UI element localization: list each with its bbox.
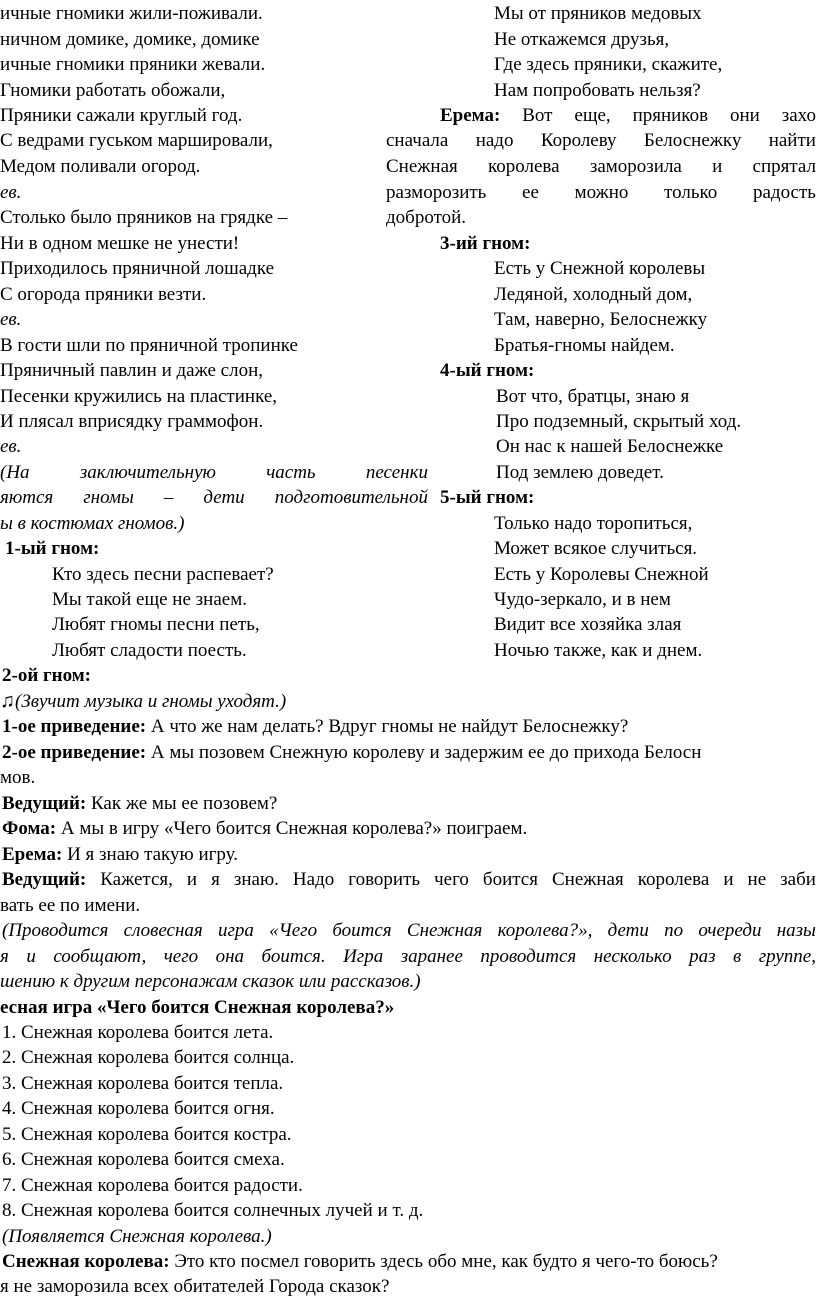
host-speech: Ведущий: Кажется, и я знаю. Надо говорить чего боится Снежная королева и не заби bbox=[2, 867, 816, 892]
stage-direction: ♫(Звучит музыка и гномы уходят.) bbox=[0, 690, 287, 712]
host-speech: Ведущий: Как же мы ее позовем? bbox=[2, 793, 278, 814]
stage-direction: (Проводится словесная игра «Чего боится Снежная королева?», дети по очереди назы bbox=[2, 920, 816, 941]
erema-label: Ерема: bbox=[2, 844, 63, 865]
verse-line: В гости шли по пряничной тропинке bbox=[0, 335, 298, 356]
gnome4-line: Вот что, братцы, знаю я bbox=[496, 386, 690, 407]
gnome4-label: 4-ый гном: bbox=[440, 360, 535, 381]
queen-speech-cont: я не заморозила всех обитателей Города сказок? bbox=[0, 1276, 390, 1297]
verse-line: Пряники сажали круглый год. bbox=[0, 105, 243, 126]
erema-speech: Снежная королева заморозила и спрятал bbox=[386, 156, 816, 177]
verse-line: ичные гномики жили-поживали. bbox=[0, 3, 263, 24]
erema-label: Ерема: bbox=[440, 105, 501, 126]
gnome3-line: Ледяной, холодный дом, bbox=[494, 284, 693, 305]
host-label: Ведущий: bbox=[2, 793, 87, 814]
game-item: 5. Снежная королева боится костра. bbox=[2, 1124, 292, 1145]
gnome4-line: Под землею доведет. bbox=[496, 462, 664, 483]
gnome3-label: 3-ий гном: bbox=[440, 233, 531, 254]
game-item: 3. Снежная королева боится тепла. bbox=[2, 1073, 284, 1094]
erema-speech: добротой. bbox=[386, 207, 467, 228]
gnome5-line: Видит все хозяйка злая bbox=[494, 614, 682, 635]
stage-direction: (На заключительную часть песенки bbox=[0, 462, 428, 483]
verse-line: Приходилось пряничной лошадке bbox=[0, 258, 275, 279]
ghost2-speech: 2-ое приведение: А мы позовем Снежную королеву и задержим ее до прихода Белосн bbox=[2, 742, 702, 763]
game-item: 7. Снежная королева боится радости. bbox=[2, 1175, 303, 1196]
gnome4-line: Про подземный, скрытый ход. bbox=[496, 411, 742, 432]
game-item: 1. Снежная королева боится лета. bbox=[2, 1022, 274, 1043]
game-item: 4. Снежная королева боится огня. bbox=[2, 1098, 275, 1119]
stage-direction: шению к другим персонажам сказок или рассказов.) bbox=[0, 971, 421, 992]
chorus-marker: ев. bbox=[0, 436, 22, 457]
gnome1-line: Любят сладости поесть. bbox=[52, 640, 247, 661]
stage-direction: (Появляется Снежная королева.) bbox=[2, 1226, 272, 1247]
verse-line: Мы от пряников медовых bbox=[494, 3, 702, 24]
ghost2-speech-cont: мов. bbox=[0, 767, 36, 788]
verse-line: Не откажемся друзья, bbox=[494, 29, 670, 50]
verse-line: Пряничный павлин и даже слон, bbox=[0, 360, 264, 381]
ghost1-label: 1-ое приведение: bbox=[2, 716, 147, 737]
gnome5-line: Может всякое случиться. bbox=[494, 538, 698, 559]
chorus-marker: ев. bbox=[0, 182, 22, 203]
ghost2-label: 2-ое приведение: bbox=[2, 742, 147, 763]
gnome2-label: 2-ой гном: bbox=[2, 665, 92, 686]
verse-line: Песенки кружились на пластинке, bbox=[0, 386, 278, 407]
gnome5-label: 5-ый гном: bbox=[440, 487, 535, 508]
gnome1-line: Любят гномы песни петь, bbox=[52, 614, 260, 635]
gnome1-label: 1-ый гном: bbox=[5, 538, 100, 559]
ghost1-speech: 1-ое приведение: А что же нам делать? Вдруг гномы не найдут Белоснежку? bbox=[2, 716, 629, 737]
erema-speech: Ерема: И я знаю такую игру. bbox=[2, 844, 239, 865]
verse-line: С ведрами гуськом маршировали, bbox=[0, 130, 273, 151]
verse-line: ничном домике, домике, домике bbox=[0, 29, 260, 50]
erema-speech: сначала надо Королеву Белоснежку найти bbox=[386, 130, 816, 151]
verse-line: Ни в одном мешке не унести! bbox=[0, 233, 240, 254]
chorus-marker: ев. bbox=[0, 309, 22, 330]
verse-line: С огорода пряники везти. bbox=[0, 284, 207, 305]
game-item: 2. Снежная королева боится солнца. bbox=[2, 1047, 295, 1068]
queen-label: Снежная королева: bbox=[2, 1251, 170, 1272]
foma-speech: Фома: А мы в игру «Чего боится Снежная королева?» поиграем. bbox=[2, 818, 528, 839]
foma-label: Фома: bbox=[2, 818, 57, 839]
verse-line: Нам попробовать нельзя? bbox=[494, 80, 701, 101]
queen-speech: Снежная королева: Это кто посмел говорить здесь обо мне, как будто я чего-то боюсь? bbox=[2, 1251, 718, 1272]
verse-line: И плясал вприсядку граммофон. bbox=[0, 411, 264, 432]
gnome5-line: Ночью также, как и днем. bbox=[494, 640, 703, 661]
verse-line: Где здесь пряники, скажите, bbox=[494, 54, 723, 75]
gnome5-line: Есть у Королевы Снежной bbox=[494, 564, 709, 585]
gnome3-line: Братья-гномы найдем. bbox=[494, 335, 675, 356]
gnome3-line: Есть у Снежной королевы bbox=[494, 258, 706, 279]
erema-speech: Ерема: Вот еще, пряников они захо bbox=[440, 103, 816, 128]
stage-direction: ы в костюмах гномов.) bbox=[0, 513, 185, 534]
game-item: 6. Снежная королева боится смеха. bbox=[2, 1149, 285, 1170]
game-item: 8. Снежная королева боится солнечных лучей и т. д. bbox=[2, 1200, 424, 1221]
stage-direction: я и сообщают, чего она боится. Игра заранее проводится несколько раз в группе, bbox=[0, 946, 816, 967]
gnome5-line: Только надо торопиться, bbox=[494, 513, 693, 534]
verse-line: Гномики работать обожали, bbox=[0, 80, 226, 101]
gnome5-line: Чудо-зеркало, и в нем bbox=[494, 589, 671, 610]
host-label: Ведущий: bbox=[2, 869, 87, 890]
verse-line: Столько было пряников на грядке – bbox=[0, 207, 288, 228]
verse-line: ичные гномики пряники жевали. bbox=[0, 54, 266, 75]
verse-line: Медом поливали огород. bbox=[0, 156, 201, 177]
erema-speech: разморозить ее можно только радость bbox=[386, 182, 816, 203]
gnome4-line: Он нас к нашей Белоснежке bbox=[496, 436, 724, 457]
gnome1-line: Мы такой еще не знаем. bbox=[52, 589, 247, 610]
stage-direction: яются гномы – дети подготовительной bbox=[0, 487, 428, 508]
game-title: есная игра «Чего боится Снежная королева?» bbox=[0, 997, 395, 1018]
music-note-icon: ♫ bbox=[0, 690, 15, 712]
gnome1-line: Кто здесь песни распевает? bbox=[52, 564, 274, 585]
host-speech-cont: вать ее по имени. bbox=[0, 895, 141, 916]
gnome3-line: Там, наверно, Белоснежку bbox=[494, 309, 708, 330]
